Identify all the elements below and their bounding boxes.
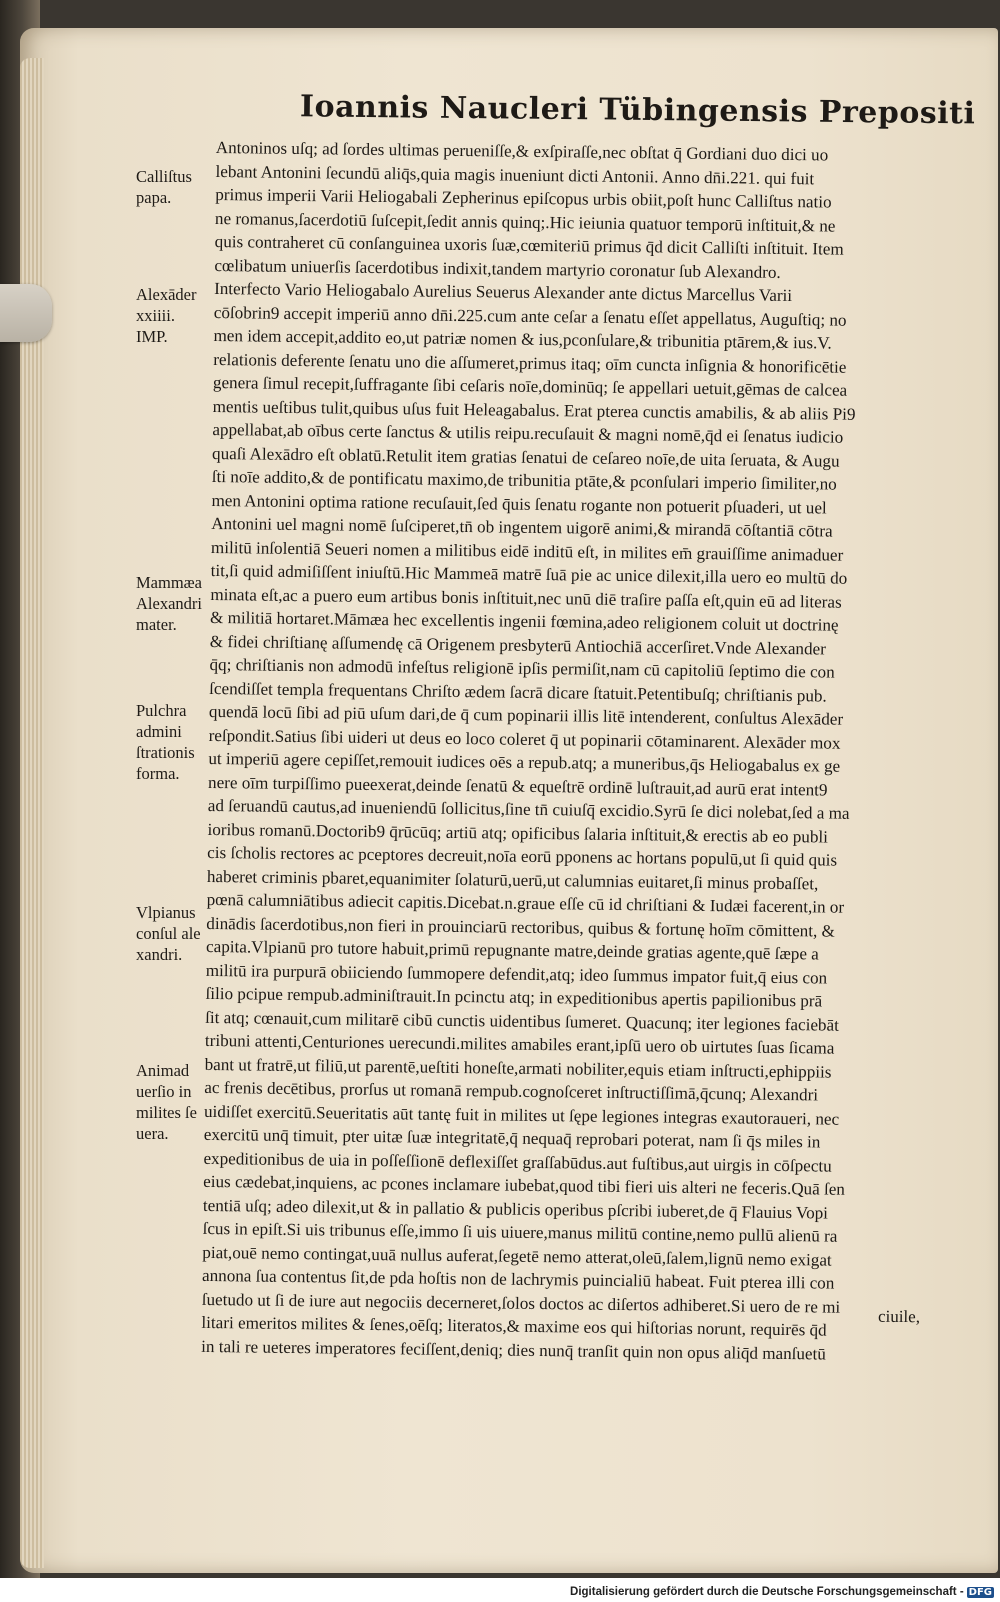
text-line: dinādis ſacerdotibus,non fieri in prouinciarū rectoribus, quibus & fortunę hoīm cōmittent, &	[206, 913, 836, 941]
dfg-logo: DFG	[968, 1587, 992, 1598]
text-line: appellabat,ab oībus certe ſanctus & utilis reipu.recuſauit & magni nomē,q̄d ei ſenatus iudicio	[212, 419, 844, 447]
text-line: quis contraheret cū conſanguinea uxoris ſuæ,cœmiteriū primus q̄d dicit Calliſti inſtituit. Item	[214, 231, 844, 259]
catchword: ciuile,	[877, 1306, 921, 1327]
text-line: exercitū unq̄ timuit, pter uitæ ſuæ integritatē,q̄ nequaq̄ reprobari poterat, nam ſi q̄s miles in	[203, 1124, 821, 1152]
text-line: haberet criminis pbaret,equanimiter ſolaturū,uerū,ut calumnias euitaret,ſi minus probaſſet,	[206, 866, 819, 893]
margin-note-callistus	[136, 166, 226, 208]
text-line: tit,ſi quid admiſiſſent iniuſtū.Hic Mammeā matrē ſuā pie ac unice dilexit,illa uero eo multū do	[210, 560, 848, 588]
text-line: nere oīm turpiſſimo pueexerat,deinde ſenatū & equeſtrē ordinē luſtrauit,ad aurū erat intent9	[207, 772, 828, 800]
text-line: ſuetudo ut ſi de iure aut negociis decerneret,ſolos doctos ac diſertos adhiberet.Si uero de re mi	[201, 1289, 841, 1317]
text-line: ſilio pcipue rempub.adminiſtrauit.In pcinctu atq; in expeditionibus apertis papilionibus prā	[205, 983, 823, 1011]
text-line: ioribus romanū.Doctorib9 q̄rūcūq; artiū atq; opificibus ſalaria inſtituit,& erectis ab eo publi	[207, 819, 829, 847]
text-line: & fidei chriſtianę aſſumendę cā Origenem presbyterū Antiochiā accerſiret.Vnde Alexander	[209, 631, 826, 658]
margin-note-line: xandri.	[136, 945, 183, 964]
margin-note-line: mater.	[136, 615, 177, 634]
margin-note-line: Alexandri	[136, 594, 202, 613]
margin-note-line: Vlpianus	[136, 903, 196, 922]
text-line: ſcendiſſet templa frequentans Chriſto ædem ſacrā dicare ſtatuit.Petentibuſq; chriſtianis pub.	[209, 678, 827, 706]
text-line: relationis deferente ſenatu uno die aſſumeret,primus itaq; oīm cuncta inſignia & honorificētie	[213, 349, 847, 377]
margin-note-line: Alexāder	[136, 285, 197, 304]
margin-note-line: uera.	[136, 1124, 169, 1143]
margin-note-line: ſtrationis	[136, 743, 195, 762]
text-line: ut imperiū agere cepiſſet,remouit iudices oēs a repub.atq; a muneribus,q̄s Heliogabalus ex ge	[208, 748, 841, 776]
running-title: Ioannis Naucleri Tübingensis Prepositi	[299, 89, 976, 132]
margin-note-line: IMP.	[136, 327, 168, 346]
text-line: ne romanus,ſacerdotiū ſuſcepit,ſedit annis quinq;.Hic ieiunia quatuor temporū inſtituit,& ne	[214, 208, 836, 236]
margin-note-line: forma.	[136, 764, 180, 783]
text-line: cis ſcholis rectores ac pceptores decreuit,noīa eorū pponens ac hortans populū,ut ſi quid quis	[207, 842, 838, 870]
credit-text: Digitalisierung gefördert durch die Deutsche Forschungsgemeinschaft -	[570, 1586, 964, 1598]
text-line: ſcus in epiſt.Si uis tribunus eſſe,immo ſi uis uiuere,manus militū contine,nemo pullū alienū ra	[202, 1218, 838, 1246]
text-line: capita.Vlpianū pro tutore habuit,primū repugnante matre,deinde gratias agente,quē ſæpe a	[205, 936, 819, 964]
text-line: Antonini uel magni nomē ſuſciperet,tn̄ ob ingentem uigorē animi,& mirandā cōſtantiā cōtra	[211, 513, 833, 541]
text-line: ac frenis decētibus, prorſus ut romanā rempub.cognoſceret inſtructiſſimā,q̄cunq; Alexandri	[204, 1077, 819, 1105]
text-line: q̄q; chriſtianis non admodū infeſtus religionē ipſis permiſit,nam cū capitoliū ſeptimo die con	[209, 654, 835, 682]
text-line: genera ſimul recepit,ſuffragante ſibi ceſaris noīe,dominūq; ſe appellari uetuit,gēmas de calcea	[212, 372, 848, 400]
text-line: tribuni attenti,Centuriones uerecundi.milites amabiles erant,ipſū uero ob uirtutes ſuas ſicama	[204, 1030, 835, 1058]
text-line: mentis ueſtibus tulit,quibus uſus fuit Heleagabalus. Erat pterea cunctis amabilis, & ab aliis Pi9	[212, 396, 856, 424]
text-line: piat,ouē nemo contingat,uuā nullus auferat,ſegetē nemo atterat,oleū,ſalem,lignū nemo exigat	[202, 1242, 832, 1270]
text-line: militū ira purpurā obiiciendo ſummopere defendit,atq; ideo ſummus impator fuit,q̄ eius con	[205, 960, 828, 988]
digitization-credit	[570, 1586, 994, 1598]
text-line: ſit atq; cœnauit,cum militarē cibū cunctis uidentibus ſumeret. Quacunq; iter legiones faciebāt	[205, 1007, 840, 1035]
text-line: lebant Antonini ſecundū aliq̄s,quia magis inueniunt dicti Antonii. Anno dn̄i.221. qui fuit	[215, 161, 815, 188]
text-line: men Antonini optima ratione recuſauit,ſed q̄uis ſenatu rogante non potuerit pſuaderi, ut uel	[211, 490, 827, 517]
margin-note-line: conſul ale	[136, 924, 201, 943]
page-clip	[0, 284, 52, 342]
text-line: cōſobrin9 accepit imperiū anno dn̄i.225.cum ante ceſar a ſenatu eſſet appellatus, Auguſtiq; no	[213, 302, 847, 330]
text-line: reſpondit.Satius ſibi uideri ut deus eo loco coleret q̄ ut popinarii cōtaminarent. Alexāder mox	[208, 725, 841, 753]
margin-note-line: Animad	[136, 1061, 190, 1080]
margin-note-alexander	[136, 284, 226, 347]
text-line: ſti noīe addito,& de pontificatu maximo,de tribunitia ptāte,& pconſulari imperio ſimiliter,no	[211, 466, 837, 494]
text-line: expeditionibus de uia in poſſeſſionē deflexiſſet graſſabūdus.aut fuſtibus,aut uirgis in cōſpectu	[203, 1148, 832, 1176]
margin-note-line: papa.	[136, 188, 172, 207]
margin-note-line: admini	[136, 722, 182, 741]
text-line: cœlibatum uniuerſis ſacerdotibus indixit,tandem martyrio coronatur ſub Alexandro.	[214, 255, 781, 282]
text-line: ad ſeruandū cautus,ad inueniendū ſollicitus,ſine tn̄ cuiuſq̄ excidio.Syrū ſe dici nolebat,ſed a ma	[207, 795, 850, 823]
text-line: & militiā hortaret.Māmæa hec excellentis ingenii fœmina,adeo religionem coluit ut doctrinę	[210, 607, 839, 635]
margin-note-line: milites ſe	[136, 1103, 197, 1122]
body-text	[201, 136, 930, 1367]
text-line: primus imperii Varii Heliogabali Zepherinus epiſcopus urbis obiit,poſt hunc Calliſtus natio	[215, 184, 832, 212]
text-line: annona ſua contentus ſit,de pda hoſtis non de lachrymis puincialiū habeat. Fuit pterea illi con	[201, 1265, 835, 1293]
text-line: litari emeritos milites & ſenes,oēſq; literatos,& maxime eos qui hiſtorias norunt, requirēs q̄d	[201, 1312, 827, 1340]
text-line: eius cædebat,inquiens, ac pcones inclamare iubebat,quod tibi fieri uis alteri ne feceris.Quā ſen	[203, 1171, 846, 1199]
text-line: militū inſolentiā Seueri nomen a militibus eidē inditū eſt, in milites em̄ grauiſſime animaduer	[210, 537, 844, 565]
text-line: quaſi Alexādro eſt oblatū.Retulit item gratias ſenatui de ceſareo noīe,de uita ſeruata, & Augu	[212, 443, 840, 471]
margin-note-line: xxiiii.	[136, 306, 175, 325]
text-line: in tali re ueteres imperatores feciſſent,deniq; dies nunq̄ tranſit quin non opus aliq̄d manſuetū	[201, 1336, 827, 1364]
text-line: men idem accepit,addito eo,ut patriæ nomen & ius,pconſulare,& tribunitia ptārem,& ius.V.	[213, 325, 832, 353]
text-line: minata eſt,ac a puero eum artibus bonis inſtituit,nec unū diē traſire paſſa eſt,quin eū ad literas	[210, 584, 842, 612]
text-line: uidiſſet exercitū.Seueritatis aūt tantę fuit in milites ut ſępe legiones integras exautoraueri, nec	[203, 1101, 840, 1129]
text-line: tentiā uſq; adeo dilexit,ut & in pallatio & publicis operibus pſcribi iuberet,de q̄ Flauius Vopi	[202, 1195, 829, 1223]
margin-note-line: Calliſtus	[136, 167, 192, 186]
text-line: quendā locū ſibi ad piū uſum dari,de q̄ cum popinarii illis litē intenderent, conſultus Alexāder	[208, 701, 844, 729]
text-line: bant ut fratrē,ut filiū,ut parentē,ueſtiti honeſte,armati nobiliter,equis etiam inſtructi,ephippiis	[204, 1054, 832, 1082]
text-line: Interfecto Vario Heliogabalo Aurelius Seuerus Alexander ante dictus Marcellus Varii	[214, 278, 793, 306]
text-line: Antoninos uſq; ad ſordes ultimas perueniſſe,& exſpiraſſe,nec obſtat q̄ Gordiani duo dici uo	[215, 137, 829, 165]
text-line: pœnā calumniātibus adiecit capitis.Dicebat.n.graue eſſe cū id chriſtiani & Iudæi facerent,in or	[206, 889, 845, 917]
margin-note-line: Pulchra	[136, 701, 187, 720]
margin-note-line: Mammæa	[136, 573, 202, 592]
margin-note-line: uerſio in	[136, 1082, 192, 1101]
